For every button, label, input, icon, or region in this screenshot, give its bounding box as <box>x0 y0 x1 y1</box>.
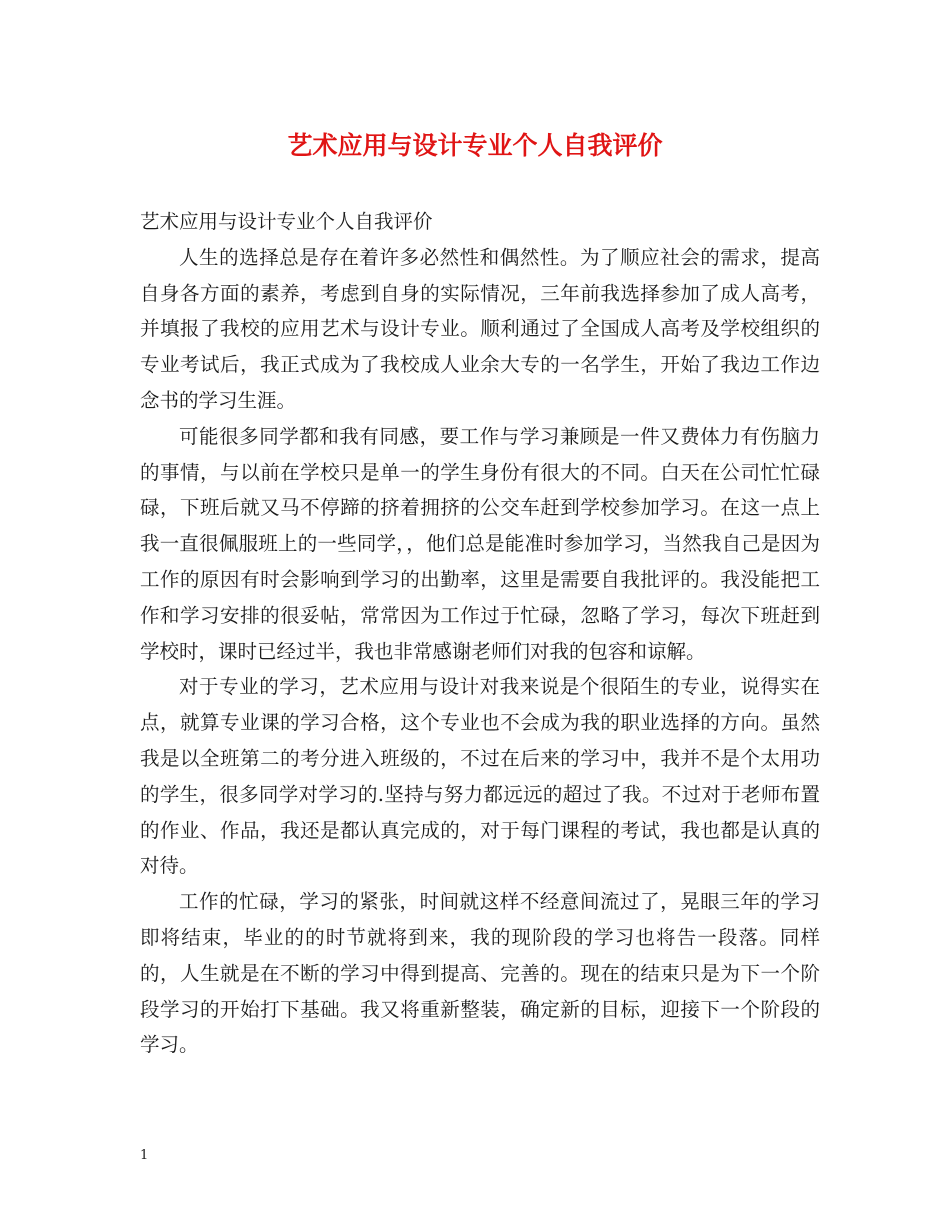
document-subtitle: 艺术应用与设计专业个人自我评价 <box>140 210 433 233</box>
paragraph-2: 可能很多同学都和我有同感，要工作与学习兼顾是一件又费体力有伤脑力的事情，与以前在学校只是单一的学生身份有很大的不同。白天在公司忙忙碌碌，下班后就又马不停蹄的挤着拥挤的公交车赶到学校参加学习。在这一点上我一直很佩服班上的一些同学，，他们总是能准时参加学习，当然我自己是因为工作的原因有时会影响到学习的出勤率，这里是需要自我批评的。我没能把工作和学习安排的很妥帖，常常因为工作过于忙碌，忽略了学习，每次下班赶到学校时，课时已经过半，我也非常感谢老师们对我的包容和谅解。 <box>140 424 820 663</box>
paragraph-3: 对于专业的学习，艺术应用与设计对我来说是个很陌生的专业，说得实在点，就算专业课的学习合格，这个专业也不会成为我的职业选择的方向。虽然我是以全班第二的考分进入班级的，不过在后来的学习中，我并不是个太用功的学生，很多同学对学习的.坚持与努力都远远的超过了我。不过对于老师布置的作业、作品，我还是都认真完成的，对于每门课程的考试，我也都是认真的对待。 <box>140 675 820 878</box>
page-number: 1 <box>140 1148 149 1163</box>
document-title: 艺术应用与设计专业个人自我评价 <box>287 131 663 160</box>
paragraph-1: 人生的选择总是存在着许多必然性和偶然性。为了顺应社会的需求，提高自身各方面的素养，考虑到自身的实际情况，三年前我选择参加了成人高考，并填报了我校的应用艺术与设计专业。顺利通过了全国成人高考及学校组织的专业考试后，我正式成为了我校成人业余大专的一名学生，开始了我边工作边念书的学习生涯。 <box>140 245 820 412</box>
paragraph-4: 工作的忙碌，学习的紧张，时间就这样不经意间流过了，晃眼三年的学习即将结束，毕业的的时节就将到来，我的现阶段的学习也将告一段落。同样的，人生就是在不断的学习中得到提高、完善的。现在的结束只是为下一个阶段学习的开始打下基础。我又将重新整装，确定新的目标，迎接下一个阶段的学习。 <box>140 890 820 1057</box>
document-body <box>140 204 820 1063</box>
